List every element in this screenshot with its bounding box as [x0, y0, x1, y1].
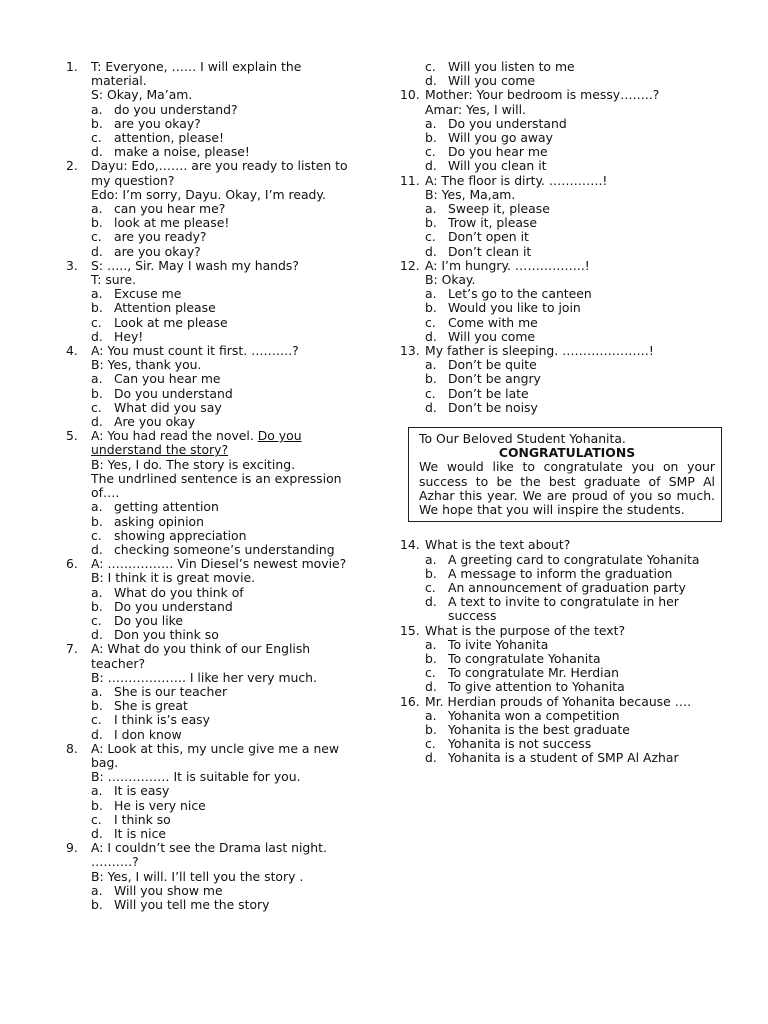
question-line: The undrlined sentence is an expression of….: [91, 470, 342, 501]
option-text: are you okay?: [114, 115, 201, 131]
question-line: Dayu: Edo,……. are you ready to listen to my question?: [91, 158, 348, 188]
question-item: [400, 259, 725, 344]
answer-option: [425, 387, 725, 401]
answer-option: [425, 666, 725, 680]
question-line: B: …………… It is suitable for you.: [91, 769, 301, 785]
option-text: Will you listen to me: [448, 59, 575, 74]
option-letter: c.: [425, 59, 436, 74]
option-text: Don’t be angry: [448, 371, 541, 387]
answer-option: [91, 145, 351, 159]
option-text: She is great: [114, 698, 188, 714]
option-text: Do you hear me: [448, 144, 548, 160]
answer-option: [91, 728, 351, 742]
option-letter: a.: [91, 882, 103, 898]
option-letter: d.: [91, 243, 103, 259]
answer-option: [425, 159, 725, 173]
question-number: 3.: [66, 257, 78, 273]
answer-option: [91, 415, 351, 429]
answer-option: [425, 680, 725, 694]
option-letter: a.: [91, 783, 103, 799]
answer-option: [91, 330, 351, 344]
option-letter: d.: [91, 726, 103, 742]
option-text: are you okay?: [114, 243, 201, 259]
option-letter: b.: [425, 565, 437, 581]
option-text: To give attention to Yohanita: [448, 679, 625, 695]
option-letter: c.: [91, 527, 102, 543]
question-item: [400, 695, 725, 766]
question-line: [91, 429, 351, 457]
answer-option: [91, 202, 351, 216]
option-letter: c.: [91, 612, 102, 628]
option-letter: b.: [425, 721, 437, 737]
answer-option: [91, 685, 351, 699]
option-text: Will you come: [448, 328, 536, 344]
option-letter: b.: [425, 650, 437, 666]
answer-option: [425, 581, 725, 595]
answer-option: [91, 230, 351, 244]
question-item: [400, 88, 725, 173]
question-line: B: I think it is great movie.: [91, 570, 256, 586]
question-number: 12.: [400, 257, 420, 273]
question-line: S: Okay, Ma’am.: [91, 87, 193, 103]
option-text: A message to inform the graduation: [448, 565, 673, 581]
answer-option: [91, 131, 351, 145]
question-line: Mother: Your bedroom is messy……..?: [425, 87, 660, 103]
option-letter: a.: [425, 636, 437, 652]
answer-option: [425, 401, 725, 415]
option-text: Attention please: [114, 300, 216, 316]
question-item: [66, 259, 351, 344]
question-line: A: I couldn’t see the Drama last night. ……….?: [91, 840, 327, 870]
option-letter: a.: [91, 499, 103, 515]
option-letter: c.: [425, 385, 436, 401]
option-letter: c.: [425, 665, 436, 681]
question-number: 16.: [400, 693, 420, 709]
answer-option: [91, 103, 351, 117]
option-letter: d.: [425, 158, 437, 174]
answer-option: [425, 230, 725, 244]
option-letter: c.: [91, 130, 102, 146]
question-line: A: ……………. Vin Diesel’s newest movie?: [91, 556, 347, 572]
question-item: [66, 60, 351, 159]
question-line: B: Yes, I do. The story is exciting.: [91, 456, 296, 472]
option-text: What do you think of: [114, 584, 244, 600]
answer-option: [425, 216, 725, 230]
question-item: [66, 159, 351, 258]
question-number: 13.: [400, 343, 420, 359]
option-text: Will you clean it: [448, 158, 547, 174]
question-number: 15.: [400, 622, 420, 638]
option-text: Do you like: [114, 612, 184, 628]
option-text: A text to invite to congratulate in her success: [448, 594, 679, 624]
option-text: Trow it, please: [448, 215, 538, 231]
option-letter: a.: [425, 357, 437, 373]
question-number: 14.: [400, 537, 420, 553]
option-text: It is easy: [114, 783, 170, 799]
answer-option: [425, 316, 725, 330]
option-text: checking someone’s understanding: [114, 541, 335, 557]
option-letter: c.: [425, 314, 436, 330]
question-line: T: Everyone, …… I will explain the material.: [91, 59, 302, 89]
option-letter: d.: [425, 750, 437, 766]
option-letter: a.: [91, 201, 103, 217]
option-text: Do you understand: [448, 115, 567, 131]
question-item: [400, 174, 725, 259]
question-number: 10.: [400, 87, 420, 103]
option-letter: b.: [91, 300, 103, 316]
option-text: Don’t open it: [448, 229, 529, 245]
option-text: asking opinion: [114, 513, 204, 529]
option-text: can you hear me?: [114, 201, 226, 217]
option-letter: d.: [425, 73, 437, 89]
option-text: getting attention: [114, 499, 219, 515]
option-letter: d.: [91, 414, 103, 430]
question-line: My father is sleeping. …………………!: [425, 343, 654, 359]
option-letter: a.: [425, 286, 437, 302]
question-item: [400, 538, 725, 623]
option-text: Do you understand: [114, 598, 233, 614]
option-text: To congratulate Mr. Herdian: [448, 665, 620, 681]
question-line: Amar: Yes, I will.: [425, 101, 526, 117]
option-letter: a.: [91, 584, 103, 600]
option-text: She is our teacher: [114, 683, 228, 699]
question-item: [66, 742, 351, 841]
option-letter: b.: [91, 385, 103, 401]
option-letter: a.: [91, 286, 103, 302]
answer-option: [91, 614, 351, 628]
card-body: We would like to congratulate you on your success to be the best graduate of SMP Al Azhar this year. We are proud of you so much. We hope that you will inspire the students.: [419, 459, 715, 518]
answer-option: [425, 245, 725, 259]
answer-option: [91, 500, 351, 514]
left-column: [66, 60, 351, 912]
option-letter: a.: [91, 371, 103, 387]
option-letter: d.: [91, 144, 103, 160]
question-number: 2.: [66, 158, 78, 174]
question-number: 6.: [66, 556, 78, 572]
answer-option: [425, 652, 725, 666]
option-letter: b.: [91, 215, 103, 231]
answer-option: [425, 553, 725, 567]
question-line: Edo: I’m sorry, Dayu. Okay, I’m ready.: [91, 186, 326, 202]
question-line: Mr. Herdian prouds of Yohanita because ….: [425, 693, 692, 709]
answer-option: [91, 799, 351, 813]
option-text: Will you tell me the story: [114, 896, 270, 912]
option-letter: b.: [425, 371, 437, 387]
question-item: [66, 344, 351, 429]
answer-option: [91, 287, 351, 301]
question-number: 1.: [66, 59, 78, 74]
option-text: I think so: [114, 811, 171, 827]
option-letter: d.: [425, 243, 437, 259]
option-text: attention, please!: [114, 130, 224, 146]
option-text: Let’s go to the canteen: [448, 286, 592, 302]
option-letter: b.: [91, 513, 103, 529]
option-text: Don you think so: [114, 627, 219, 643]
right-column: [400, 60, 725, 766]
option-letter: c.: [91, 399, 102, 415]
option-text: Don’t be late: [448, 385, 529, 401]
question-line: A: Look at this, my uncle give me a new bag.: [91, 740, 340, 770]
option-text: are you ready?: [114, 229, 207, 245]
answer-option: [91, 245, 351, 259]
answer-option: [91, 117, 351, 131]
question-line: A: You must count it first. ……….?: [91, 343, 299, 359]
question-number: 11.: [400, 172, 420, 188]
answer-option: [425, 60, 725, 74]
answer-option: [91, 699, 351, 713]
card-heading: CONGRATULATIONS: [498, 445, 636, 461]
option-letter: b.: [91, 598, 103, 614]
question-line: A: What do you think of our English teacher?: [91, 641, 311, 671]
option-letter: a.: [91, 101, 103, 117]
option-text: Would you like to join: [448, 300, 581, 316]
option-text: Hey!: [114, 328, 144, 344]
answer-option: [91, 628, 351, 642]
option-letter: a.: [425, 551, 437, 567]
option-letter: c.: [425, 579, 436, 595]
question-line: B: ………………. I like her very much.: [91, 669, 317, 685]
option-text: Yohanita is not success: [448, 736, 592, 752]
option-letter: d.: [91, 541, 103, 557]
answer-option: [91, 515, 351, 529]
question-line: B: Yes, Ma,am.: [425, 186, 516, 202]
option-letter: d.: [91, 825, 103, 841]
question-line: What is the purpose of the text?: [425, 622, 626, 638]
answer-option: [91, 827, 351, 841]
answer-option: [91, 784, 351, 798]
question-line: B: Yes, I will. I’ll tell you the story .: [91, 868, 304, 884]
question-item: [400, 624, 725, 695]
answer-option: [91, 600, 351, 614]
question-line: B: Okay.: [425, 272, 476, 288]
option-letter: c.: [91, 712, 102, 728]
card-title: To Our Beloved Student Yohanita.: [419, 431, 626, 447]
option-letter: a.: [425, 201, 437, 217]
option-text: Yohanita won a competition: [448, 707, 620, 723]
option-letter: b.: [425, 300, 437, 316]
option-letter: b.: [91, 115, 103, 131]
answer-option: [91, 316, 351, 330]
answer-option: [91, 216, 351, 230]
answer-option: [425, 567, 725, 581]
option-text: Don’t be noisy: [448, 399, 538, 415]
option-text: Yohanita is a student of SMP Al Azhar: [448, 750, 679, 766]
option-letter: b.: [91, 896, 103, 912]
question-item: [66, 557, 351, 642]
answer-option: [425, 737, 725, 751]
option-text: To congratulate Yohanita: [448, 650, 601, 666]
answer-option: [91, 387, 351, 401]
option-text: look at me please!: [114, 215, 230, 231]
question-item: [66, 429, 351, 557]
option-letter: d.: [425, 594, 437, 610]
option-letter: d.: [425, 328, 437, 344]
question-line: T: sure.: [91, 272, 137, 288]
option-letter: c.: [91, 229, 102, 245]
answer-option: [91, 529, 351, 543]
option-text: Look at me please: [114, 314, 228, 330]
option-letter: d.: [425, 399, 437, 415]
answer-option: [425, 202, 725, 216]
question-line: What is the text about?: [425, 537, 571, 553]
answer-option: [91, 713, 351, 727]
option-text: showing appreciation: [114, 527, 247, 543]
option-text: Can you hear me: [114, 371, 221, 387]
answer-option: [425, 74, 725, 88]
option-text: To ivite Yohanita: [448, 636, 549, 652]
answer-option: [425, 145, 725, 159]
answer-option: [91, 401, 351, 415]
option-text: An announcement of graduation party: [448, 579, 686, 595]
question-item: [66, 841, 351, 912]
answer-option: [425, 287, 725, 301]
option-letter: a.: [425, 707, 437, 723]
option-text: Don’t clean it: [448, 243, 532, 259]
question-continuation: [400, 60, 725, 88]
option-letter: b.: [91, 698, 103, 714]
greeting-card: [408, 427, 722, 522]
question-number: 9.: [66, 840, 78, 856]
option-letter: a.: [425, 115, 437, 131]
question-item: [66, 642, 351, 741]
option-letter: a.: [91, 683, 103, 699]
option-text: Excuse me: [114, 286, 182, 302]
answer-option: [91, 543, 351, 557]
option-letter: b.: [91, 797, 103, 813]
question-line: A: The floor is dirty. ………….!: [425, 172, 608, 188]
answer-option: [425, 330, 725, 344]
option-text: It is nice: [114, 825, 167, 841]
question-prefix: A: You had read the novel.: [91, 428, 258, 444]
question-number: 5.: [66, 428, 78, 444]
question-number: 4.: [66, 343, 78, 359]
option-text: A greeting card to congratulate Yohanita: [448, 551, 700, 567]
answer-option: [425, 372, 725, 386]
option-letter: c.: [425, 736, 436, 752]
option-letter: d.: [91, 627, 103, 643]
question-number: 8.: [66, 740, 78, 756]
option-letter: b.: [425, 130, 437, 146]
option-letter: d.: [91, 328, 103, 344]
question-number: 7.: [66, 641, 78, 657]
option-text: I think is’s easy: [114, 712, 210, 728]
option-text: I don know: [114, 726, 182, 742]
question-line: A: I’m hungry. ……………..!: [425, 257, 590, 273]
answer-option: [425, 751, 725, 765]
answer-option: [91, 301, 351, 315]
option-text: Will you go away: [448, 130, 553, 146]
option-letter: c.: [425, 229, 436, 245]
answer-option: [425, 709, 725, 723]
answer-option: [425, 131, 725, 145]
option-text: Will you show me: [114, 882, 223, 898]
option-text: Will you come: [448, 73, 536, 89]
option-letter: b.: [425, 215, 437, 231]
option-text: Don’t be quite: [448, 357, 537, 373]
answer-option: [425, 358, 725, 372]
question-line: B: Yes, thank you.: [91, 357, 202, 373]
option-text: Sweep it, please: [448, 201, 550, 217]
option-letter: c.: [425, 144, 436, 160]
answer-option: [91, 884, 351, 898]
option-text: He is very nice: [114, 797, 206, 813]
answer-option: [91, 813, 351, 827]
answer-option: [425, 638, 725, 652]
option-text: Yohanita is the best graduate: [448, 721, 630, 737]
option-letter: c.: [91, 811, 102, 827]
answer-option: [425, 301, 725, 315]
question-item: [400, 344, 725, 415]
option-text: Come with me: [448, 314, 538, 330]
option-letter: c.: [91, 314, 102, 330]
question-line: S: ….., Sir. May I wash my hands?: [91, 257, 299, 273]
option-text: make a noise, please!: [114, 144, 250, 160]
answer-option: [425, 595, 725, 623]
answer-option: [91, 586, 351, 600]
option-text: Do you understand: [114, 385, 233, 401]
option-text: What did you say: [114, 399, 222, 415]
answer-option: [91, 372, 351, 386]
underlined-sentence: Do you understand the story?: [91, 428, 302, 458]
answer-option: [425, 723, 725, 737]
answer-option: [91, 898, 351, 912]
option-letter: d.: [425, 679, 437, 695]
option-text: Are you okay: [114, 414, 196, 430]
option-text: do you understand?: [114, 101, 238, 117]
answer-option: [425, 117, 725, 131]
